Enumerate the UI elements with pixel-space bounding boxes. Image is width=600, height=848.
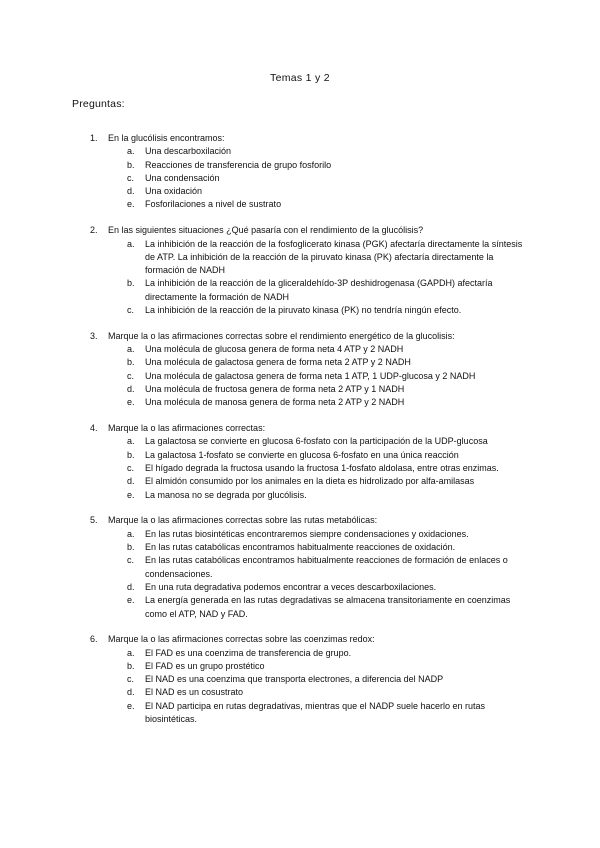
option-letter: b. xyxy=(127,278,135,289)
option-text: El NAD es un cosustrato xyxy=(145,687,244,698)
option-letter: e. xyxy=(127,397,135,408)
option-text: Una descarboxilación xyxy=(145,146,232,157)
option-text: Fosforilaciones a nivel de sustrato xyxy=(145,199,282,210)
option-text: El NAD participa en rutas degradativas, mientras que el NADP suele hacerlo en rutas biosintéticas. xyxy=(145,700,486,725)
question-6 xyxy=(0,633,600,726)
option-letter: e. xyxy=(127,595,135,606)
option-text: Una molécula de galactosa genera de forma neta 2 ATP y 2 NADH xyxy=(145,357,411,368)
option-text: Reacciones de transferencia de grupo fosforilo xyxy=(145,159,332,170)
option-text: En las rutas biosintéticas encontraremos siempre condensaciones y oxidaciones. xyxy=(145,528,469,539)
option-item xyxy=(0,475,600,488)
option-item xyxy=(0,185,600,198)
option-item xyxy=(0,462,600,475)
question-3 xyxy=(0,330,600,410)
option-list xyxy=(0,647,600,727)
option-text: En una ruta degradativa podemos encontrar a veces descarboxilaciones. xyxy=(145,581,437,592)
option-item xyxy=(0,489,600,502)
question-text: Marque la o las afirmaciones correctas sobre las coenzimas redox: xyxy=(108,634,375,645)
option-item xyxy=(0,383,600,396)
option-list xyxy=(0,435,600,501)
option-item xyxy=(0,277,600,304)
option-letter: e. xyxy=(127,489,135,500)
option-letter: e. xyxy=(127,700,135,711)
option-list xyxy=(0,238,600,318)
question-list xyxy=(0,132,600,739)
question-text: Marque la o las afirmaciones correctas: xyxy=(108,423,266,434)
option-letter: a. xyxy=(127,238,135,249)
question-number: 2. xyxy=(90,225,98,236)
question-text: En la glucólisis encontramos: xyxy=(108,133,225,143)
question-number: 5. xyxy=(90,515,98,526)
option-letter: b. xyxy=(127,449,135,460)
question-text: Marque la o las afirmaciones correctas sobre las rutas metabólicas: xyxy=(108,515,378,526)
question-number: 4. xyxy=(90,423,98,434)
option-text: El FAD es un grupo prostético xyxy=(145,660,265,671)
option-text: La energía generada en las rutas degradativas se almacena transitoriamente en coenzimas como el ATP, NAD y FAD. xyxy=(145,595,511,619)
option-list xyxy=(0,528,600,621)
option-item xyxy=(0,647,600,660)
section-heading: Preguntas: xyxy=(72,98,125,110)
option-item xyxy=(0,343,600,356)
option-text: La galactosa 1-fosfato se convierte en glucosa 6-fosfato en una única reacción xyxy=(145,449,459,460)
option-letter: b. xyxy=(127,542,135,553)
option-letter: c. xyxy=(127,370,135,381)
question-number: 3. xyxy=(90,330,98,341)
question-number: 1. xyxy=(90,133,98,143)
option-text: El almidón consumido por los animales en la dieta es hidrolizado por alfa-amilasas xyxy=(145,476,475,487)
option-item xyxy=(0,581,600,594)
option-item xyxy=(0,159,600,172)
option-item xyxy=(0,172,600,185)
option-item xyxy=(0,238,600,278)
option-letter: d. xyxy=(127,687,135,698)
option-text: La galactosa se convierte en glucosa 6-fosfato con la participación de la UDP-glucosa xyxy=(145,436,488,447)
option-letter: c. xyxy=(127,172,135,183)
option-letter: b. xyxy=(127,357,135,368)
option-text: Una molécula de galactosa genera de forma neta 1 ATP, 1 UDP-glucosa y 2 NADH xyxy=(145,370,476,381)
option-letter: e. xyxy=(127,199,135,210)
option-text: La inhibición de la reacción de la gliceraldehído-3P deshidrogenasa (GAPDH) afectaría directamente la formación de NADH xyxy=(145,278,493,302)
option-text: Una molécula de manosa genera de forma neta 2 ATP y 2 NADH xyxy=(145,397,405,408)
question-2 xyxy=(0,224,600,317)
option-item xyxy=(0,528,600,541)
option-letter: a. xyxy=(127,344,135,355)
option-letter: d. xyxy=(127,581,135,592)
option-letter: a. xyxy=(127,436,135,447)
option-letter: c. xyxy=(127,674,135,685)
option-item xyxy=(0,686,600,699)
option-text: La manosa no se degrada por glucólisis. xyxy=(145,489,307,500)
option-letter: a. xyxy=(127,146,135,157)
option-item xyxy=(0,660,600,673)
option-text: Una condensación xyxy=(145,172,220,183)
option-item xyxy=(0,396,600,409)
option-letter: d. xyxy=(127,384,135,395)
option-letter: d. xyxy=(127,476,135,487)
option-text: El NAD es una coenzima que transporta electrones, a diferencia del NADP xyxy=(145,674,444,685)
question-1 xyxy=(0,132,600,212)
option-item xyxy=(0,594,600,621)
option-item xyxy=(0,304,600,317)
option-item xyxy=(0,700,600,727)
option-item xyxy=(0,145,600,158)
option-item xyxy=(0,356,600,369)
option-letter: a. xyxy=(127,528,135,539)
question-text: En las siguientes situaciones ¿Qué pasaría con el rendimiento de la glucólisis? xyxy=(108,225,424,236)
option-text: La inhibición de la reacción de la fosfoglicerato kinasa (PGK) afectaría directamente la síntesis de ATP. La inhibición de la reacción de la piruvato kinasa (PK) afectaría directamente la formación de NADH xyxy=(145,238,523,276)
option-text: Una oxidación xyxy=(145,186,203,197)
option-item xyxy=(0,449,600,462)
question-text: Marque la o las afirmaciones correctas sobre el rendimiento energético de la glucolisis: xyxy=(108,330,455,341)
option-text: El hígado degrada la fructosa usando la fructosa 1-fosfato aldolasa, entre otras enzimas. xyxy=(145,463,499,474)
option-item xyxy=(0,673,600,686)
option-item xyxy=(0,198,600,211)
option-text: Una molécula de fructosa genera de forma neta 2 ATP y 1 NADH xyxy=(145,384,405,395)
option-letter: c. xyxy=(127,555,135,566)
option-letter: c. xyxy=(127,305,135,316)
document-title: Temas 1 y 2 xyxy=(270,72,330,84)
question-5 xyxy=(0,514,600,620)
option-item xyxy=(0,541,600,554)
option-item xyxy=(0,435,600,448)
option-letter: b. xyxy=(127,159,135,170)
option-letter: c. xyxy=(127,463,135,474)
option-text: La inhibición de la reacción de la piruvato kinasa (PK) no tendría ningún efecto. xyxy=(145,305,462,316)
option-letter: d. xyxy=(127,186,135,197)
option-text: Una molécula de glucosa genera de forma neta 4 ATP y 2 NADH xyxy=(145,344,404,355)
option-list xyxy=(0,145,600,211)
option-text: En las rutas catabólicas encontramos habitualmente reacciones de oxidación. xyxy=(145,542,456,553)
option-item xyxy=(0,370,600,383)
option-text: En las rutas catabólicas encontramos habitualmente reacciones de formación de enlaces o condensaciones. xyxy=(145,555,508,579)
question-4 xyxy=(0,422,600,502)
option-letter: a. xyxy=(127,647,135,658)
option-text: El FAD es una coenzima de transferencia de grupo. xyxy=(145,647,352,658)
question-number: 6. xyxy=(90,634,98,645)
option-letter: b. xyxy=(127,660,135,671)
option-item xyxy=(0,554,600,581)
option-list xyxy=(0,343,600,409)
